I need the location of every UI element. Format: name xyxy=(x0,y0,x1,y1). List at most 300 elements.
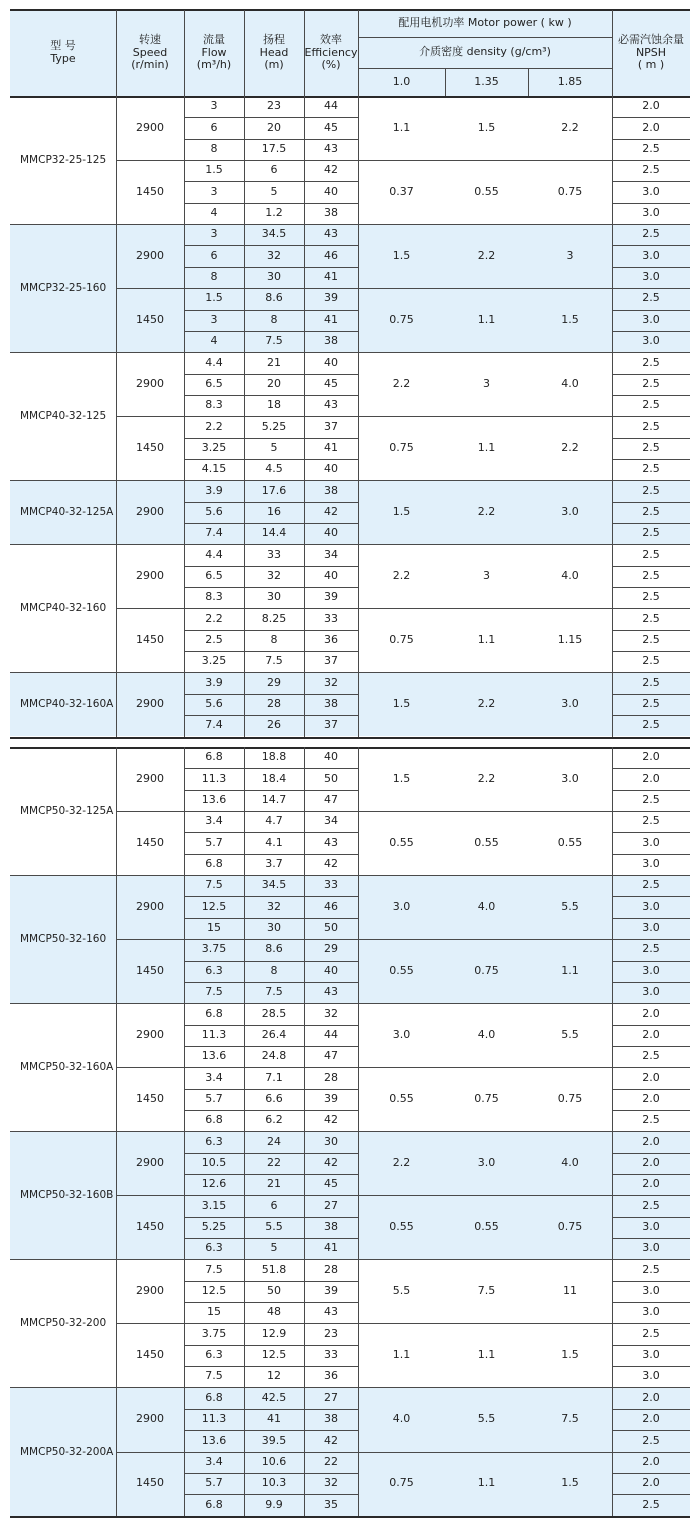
grid-line xyxy=(184,117,358,118)
npsh-value: 3.0 xyxy=(642,857,660,871)
speed-value: 2900 xyxy=(136,505,164,518)
motor-power-1-85: 0.75 xyxy=(557,1220,583,1234)
grid-line xyxy=(612,438,690,439)
grid-line xyxy=(612,651,690,652)
flow-value: 4.15 xyxy=(201,462,227,476)
motor-power-1-0: 0.55 xyxy=(389,835,414,849)
npsh-value: 3.0 xyxy=(642,270,660,284)
head-value: 6 xyxy=(270,1198,278,1212)
efficiency-value: 39 xyxy=(324,1284,338,1298)
npsh-value: 2.5 xyxy=(642,483,660,497)
flow-value: 6 xyxy=(210,248,218,262)
model-name: MMCP32-25-160 xyxy=(20,282,107,295)
grid-line xyxy=(116,747,117,1516)
flow-value: 3.75 xyxy=(201,1326,227,1340)
flow-value: 5.7 xyxy=(205,1476,223,1490)
model-name: MMCP50-32-160B xyxy=(20,1189,114,1202)
grid-line xyxy=(116,1067,690,1068)
efficiency-value: 40 xyxy=(324,750,338,764)
header-efficiency xyxy=(304,10,358,96)
efficiency-value: 45 xyxy=(324,1177,338,1191)
head-value: 7.5 xyxy=(265,985,283,999)
grid-line xyxy=(612,245,690,246)
grid-line xyxy=(184,854,358,855)
head-value: 20 xyxy=(267,120,281,134)
flow-value: 8 xyxy=(210,270,218,284)
flow-value: 3.9 xyxy=(205,483,223,497)
head-value: 12.9 xyxy=(261,1326,287,1340)
grid-line xyxy=(10,1003,690,1004)
efficiency-value: 40 xyxy=(324,355,338,369)
efficiency-value: 39 xyxy=(324,590,338,604)
flow-value: 6.3 xyxy=(205,1241,223,1255)
grid-line xyxy=(184,651,358,652)
flow-value: 5.25 xyxy=(201,1220,227,1234)
flow-value: 5.7 xyxy=(205,1091,223,1105)
efficiency-value: 33 xyxy=(324,1348,338,1362)
efficiency-value: 44 xyxy=(324,1027,338,1041)
npsh-value: 2.5 xyxy=(642,163,660,177)
model-name: MMCP50-32-125A xyxy=(20,805,114,818)
flow-value: 7.5 xyxy=(205,1369,223,1383)
efficiency-value: 43 xyxy=(324,1305,338,1319)
header-flow-cn: 流量 xyxy=(203,33,225,47)
head-value: 8.6 xyxy=(265,291,283,305)
grid-line xyxy=(184,1494,358,1495)
motor-power-1-0: 3.0 xyxy=(392,899,411,913)
efficiency-value: 37 xyxy=(324,419,338,433)
motor-power-1-0: 0.55 xyxy=(389,1091,414,1105)
flow-value: 7.5 xyxy=(205,1262,223,1276)
grid-line xyxy=(244,96,245,737)
speed-value: 1450 xyxy=(136,1220,164,1234)
header-density-2: 1.35 xyxy=(445,68,528,96)
header-flow-en: Flow xyxy=(201,45,227,59)
grid-line xyxy=(612,1494,690,1495)
header-speed-cn: 转速 xyxy=(139,33,161,47)
npsh-value: 2.0 xyxy=(642,1177,660,1191)
flow-value: 7.5 xyxy=(205,985,223,999)
grid-line xyxy=(358,96,359,737)
header-eff-en: Efficiency xyxy=(304,45,358,59)
head-value: 5 xyxy=(270,440,278,454)
speed-value: 1450 xyxy=(136,633,164,647)
grid-line xyxy=(358,747,359,1516)
efficiency-value: 43 xyxy=(324,835,338,849)
head-value: 5 xyxy=(270,1241,278,1255)
efficiency-value: 46 xyxy=(324,248,338,262)
head-value: 18.8 xyxy=(261,750,287,764)
efficiency-value: 40 xyxy=(324,184,338,198)
head-value: 10.6 xyxy=(261,1454,287,1468)
flow-value: 13.6 xyxy=(201,793,227,807)
flow-value: 4.4 xyxy=(205,547,223,561)
efficiency-value: 33 xyxy=(324,611,338,625)
head-value: 18.4 xyxy=(261,771,287,785)
motor-power-1-0: 2.2 xyxy=(392,376,411,390)
efficiency-value: 45 xyxy=(324,376,338,390)
head-value: 21 xyxy=(267,355,281,369)
npsh-value: 3.0 xyxy=(642,899,660,913)
npsh-value: 2.5 xyxy=(642,590,660,604)
npsh-value: 2.5 xyxy=(642,440,660,454)
flow-value: 3.75 xyxy=(201,942,227,956)
motor-power-1-0: 5.5 xyxy=(392,1284,411,1298)
grid-line xyxy=(612,1281,690,1282)
flow-value: 6.8 xyxy=(205,1006,223,1020)
grid-line xyxy=(612,768,690,769)
grid-line xyxy=(612,1046,690,1047)
head-value: 4.1 xyxy=(265,835,283,849)
header-eff-cn: 效率 xyxy=(320,33,342,47)
grid-line xyxy=(612,139,690,140)
model-name: MMCP50-32-160A xyxy=(20,1061,114,1074)
efficiency-value: 23 xyxy=(324,1326,338,1340)
grid-line xyxy=(184,395,358,396)
motor-power-1-35: 2.2 xyxy=(477,771,496,785)
grid-line xyxy=(184,374,358,375)
model-name: MMCP40-32-160A xyxy=(20,698,114,711)
grid-line xyxy=(184,1217,358,1218)
header-speed xyxy=(116,10,184,96)
head-value: 16 xyxy=(267,504,281,518)
motor-power-1-35: 7.5 xyxy=(477,1284,496,1298)
flow-value: 3 xyxy=(210,99,218,113)
grid-line xyxy=(116,811,690,812)
grid-line xyxy=(184,139,358,140)
efficiency-value: 22 xyxy=(324,1454,338,1468)
motor-power-1-0: 4.0 xyxy=(392,1412,411,1426)
head-value: 14.4 xyxy=(261,526,287,540)
flow-value: 3.4 xyxy=(205,1070,223,1084)
header-npsh xyxy=(612,10,690,96)
motor-power-1-0: 0.37 xyxy=(389,184,414,198)
npsh-value: 2.5 xyxy=(642,142,660,156)
grid-line xyxy=(612,117,690,118)
efficiency-value: 47 xyxy=(324,793,338,807)
grid-line xyxy=(612,523,690,524)
motor-power-1-35: 3.0 xyxy=(477,1156,496,1169)
head-value: 32 xyxy=(267,899,281,913)
motor-power-1-85: 3 xyxy=(566,248,574,262)
npsh-value: 2.0 xyxy=(642,750,660,764)
npsh-value: 2.5 xyxy=(642,398,660,412)
grid-line xyxy=(612,715,690,716)
efficiency-value: 37 xyxy=(324,654,338,668)
motor-power-1-0: 0.55 xyxy=(389,1220,414,1234)
motor-power-1-35: 1.1 xyxy=(477,1476,496,1490)
efficiency-value: 32 xyxy=(324,675,338,689)
flow-value: 8 xyxy=(210,142,218,156)
grid-line xyxy=(612,1473,690,1474)
motor-power-1-85: 3.0 xyxy=(561,505,579,518)
model-name: MMCP50-32-160 xyxy=(20,933,107,946)
motor-power-1-35: 0.55 xyxy=(474,184,499,198)
head-value: 6 xyxy=(270,163,278,177)
npsh-value: 2.5 xyxy=(642,291,660,305)
speed-value: 2900 xyxy=(136,771,164,785)
npsh-value: 2.5 xyxy=(642,611,660,625)
flow-value: 12.6 xyxy=(201,1177,227,1191)
grid-line xyxy=(184,438,358,439)
npsh-value: 2.5 xyxy=(642,526,660,540)
efficiency-value: 41 xyxy=(324,440,338,454)
head-value: 5.5 xyxy=(265,1220,283,1234)
flow-value: 10.5 xyxy=(201,1155,227,1169)
head-value: 8 xyxy=(270,633,278,647)
npsh-value: 2.5 xyxy=(642,675,660,689)
header-speed-unit: (r/min) xyxy=(131,58,169,72)
motor-power-1-35: 1.1 xyxy=(477,312,496,326)
npsh-value: 2.0 xyxy=(642,1134,660,1148)
efficiency-value: 43 xyxy=(324,227,338,241)
grid-line xyxy=(184,1174,358,1175)
motor-power-1-85: 1.5 xyxy=(561,1476,579,1490)
motor-power-1-0: 0.75 xyxy=(389,633,414,647)
npsh-value: 3.0 xyxy=(642,1369,660,1383)
grid-line xyxy=(10,544,690,545)
header-motor-power: 配用电机功率 Motor power ( kw ) xyxy=(358,10,612,37)
motor-power-1-85: 1.15 xyxy=(557,633,583,647)
head-value: 22 xyxy=(267,1155,281,1169)
motor-power-1-0: 2.2 xyxy=(392,1156,411,1169)
flow-value: 4 xyxy=(210,206,218,220)
flow-value: 7.4 xyxy=(205,718,223,732)
head-value: 50 xyxy=(267,1284,281,1298)
head-value: 32 xyxy=(267,569,281,583)
grid-line xyxy=(612,96,613,737)
head-value: 10.3 xyxy=(261,1476,287,1490)
npsh-value: 2.5 xyxy=(642,1262,660,1276)
grid-line xyxy=(184,1302,358,1303)
flow-value: 5.6 xyxy=(205,697,223,711)
grid-line xyxy=(612,374,690,375)
header-npsh-cn: 必需汽蚀余量 xyxy=(618,33,684,47)
flow-value: 5.7 xyxy=(205,835,223,849)
head-value: 3.7 xyxy=(265,857,283,871)
header-eff-unit: (%) xyxy=(321,58,341,72)
speed-value: 1450 xyxy=(136,440,164,454)
npsh-value: 3.0 xyxy=(642,206,660,220)
npsh-value: 2.5 xyxy=(642,697,660,711)
motor-power-1-35: 4.0 xyxy=(477,899,496,913)
flow-value: 6.8 xyxy=(205,750,223,764)
npsh-value: 2.5 xyxy=(642,547,660,561)
head-value: 26 xyxy=(267,718,281,732)
flow-value: 5.6 xyxy=(205,504,223,518)
motor-power-1-35: 3 xyxy=(483,376,490,390)
efficiency-value: 29 xyxy=(324,942,338,956)
head-value: 8 xyxy=(270,963,278,977)
grid-line xyxy=(184,96,185,737)
efficiency-value: 32 xyxy=(324,1476,338,1490)
speed-value: 2900 xyxy=(136,697,164,711)
efficiency-value: 42 xyxy=(324,1113,338,1127)
motor-power-1-85: 4.0 xyxy=(561,569,579,583)
grid-line xyxy=(612,961,690,962)
motor-power-1-35: 0.55 xyxy=(474,1220,499,1234)
head-value: 8 xyxy=(270,312,278,326)
npsh-value: 3.0 xyxy=(642,248,660,262)
motor-power-1-35: 0.55 xyxy=(474,835,499,849)
speed-value: 2900 xyxy=(136,1284,164,1298)
flow-value: 8.3 xyxy=(205,590,223,604)
flow-value: 11.3 xyxy=(201,771,227,785)
head-value: 42.5 xyxy=(261,1390,287,1404)
model-name: MMCP40-32-160 xyxy=(20,602,107,615)
grid-line xyxy=(184,203,358,204)
flow-value: 3 xyxy=(210,184,218,198)
grid-line xyxy=(184,715,358,716)
motor-power-1-35: 1.1 xyxy=(477,1348,496,1362)
speed-value: 2900 xyxy=(136,376,164,390)
flow-value: 6 xyxy=(210,120,218,134)
grid-line xyxy=(10,747,690,749)
motor-power-1-85: 7.5 xyxy=(561,1412,579,1426)
header-head-cn: 扬程 xyxy=(263,33,285,47)
motor-power-1-85: 3.0 xyxy=(561,771,579,785)
npsh-value: 2.5 xyxy=(642,1497,660,1511)
head-value: 28 xyxy=(267,697,281,711)
flow-value: 2.5 xyxy=(205,633,223,647)
efficiency-value: 33 xyxy=(324,878,338,892)
motor-power-1-35: 1.5 xyxy=(477,120,496,134)
motor-power-1-85: 1.5 xyxy=(561,1348,579,1362)
motor-power-1-0: 3.0 xyxy=(392,1027,411,1041)
grid-line xyxy=(612,310,690,311)
head-value: 41 xyxy=(267,1412,281,1426)
head-value: 7.5 xyxy=(265,334,283,348)
grid-line xyxy=(612,790,690,791)
grid-line xyxy=(184,1046,358,1047)
header-flow-unit: (m³/h) xyxy=(196,58,232,72)
motor-power-1-85: 0.75 xyxy=(557,184,583,198)
efficiency-value: 34 xyxy=(324,547,338,561)
head-value: 12 xyxy=(267,1369,281,1383)
grid-line xyxy=(10,1516,690,1518)
head-value: 51.8 xyxy=(261,1262,287,1276)
grid-line xyxy=(612,896,690,897)
grid-line xyxy=(184,694,358,695)
grid-line xyxy=(612,747,613,1516)
motor-power-1-35: 0.75 xyxy=(474,1091,499,1105)
flow-value: 6.8 xyxy=(205,857,223,871)
grid-line xyxy=(184,1345,358,1346)
grid-line xyxy=(244,747,245,1516)
grid-line xyxy=(184,790,358,791)
grid-line xyxy=(116,1323,690,1324)
speed-value: 1450 xyxy=(136,1091,164,1105)
grid-line xyxy=(10,352,690,353)
npsh-value: 2.5 xyxy=(642,1198,660,1212)
efficiency-value: 34 xyxy=(324,814,338,828)
motor-power-1-85: 5.5 xyxy=(561,899,579,913)
motor-power-1-0: 0.75 xyxy=(389,440,414,454)
efficiency-value: 30 xyxy=(324,1134,338,1148)
grid-line xyxy=(612,1217,690,1218)
grid-line xyxy=(116,1452,690,1453)
motor-power-1-85: 0.55 xyxy=(557,835,583,849)
efficiency-value: 42 xyxy=(324,1155,338,1169)
grid-line xyxy=(184,747,185,1516)
grid-line xyxy=(612,918,690,919)
motor-power-1-0: 0.75 xyxy=(389,1476,414,1490)
header-head xyxy=(244,10,304,96)
grid-line xyxy=(184,459,358,460)
grid-line xyxy=(612,1025,690,1026)
grid-line xyxy=(116,939,690,940)
header-flow xyxy=(184,10,244,96)
efficiency-value: 38 xyxy=(324,483,338,497)
motor-power-1-85: 2.2 xyxy=(561,120,579,134)
head-value: 4.7 xyxy=(265,814,283,828)
grid-line xyxy=(116,416,690,417)
grid-line xyxy=(184,1110,358,1111)
head-value: 34.5 xyxy=(261,227,287,241)
grid-line xyxy=(10,1131,690,1132)
grid-line xyxy=(612,267,690,268)
motor-power-1-0: 1.5 xyxy=(392,771,411,785)
speed-value: 2900 xyxy=(136,120,164,134)
head-value: 6.6 xyxy=(265,1091,283,1105)
efficiency-value: 40 xyxy=(324,526,338,540)
npsh-value: 2.0 xyxy=(642,1476,660,1490)
npsh-value: 3.0 xyxy=(642,334,660,348)
grid-line xyxy=(612,502,690,503)
motor-power-1-85: 4.0 xyxy=(561,376,579,390)
npsh-value: 3.0 xyxy=(642,184,660,198)
speed-value: 2900 xyxy=(136,248,164,262)
flow-value: 6.3 xyxy=(205,1348,223,1362)
grid-line xyxy=(184,1281,358,1282)
head-value: 7.1 xyxy=(265,1070,283,1084)
grid-line xyxy=(184,982,358,983)
flow-value: 7.4 xyxy=(205,526,223,540)
head-value: 12.5 xyxy=(261,1348,287,1362)
npsh-value: 3.0 xyxy=(642,1241,660,1255)
flow-value: 6.8 xyxy=(205,1390,223,1404)
efficiency-value: 45 xyxy=(324,120,338,134)
npsh-value: 2.0 xyxy=(642,120,660,134)
efficiency-value: 37 xyxy=(324,718,338,732)
motor-power-1-35: 1.1 xyxy=(477,440,496,454)
header-npsh-en: NPSH xyxy=(635,45,667,59)
flow-value: 12.5 xyxy=(201,1284,227,1298)
npsh-value: 2.5 xyxy=(642,355,660,369)
head-value: 8.25 xyxy=(261,611,287,625)
flow-value: 3 xyxy=(210,227,218,241)
npsh-value: 2.5 xyxy=(642,1433,660,1447)
head-value: 17.6 xyxy=(261,483,287,497)
motor-power-1-85: 2.2 xyxy=(561,440,579,454)
grid-line xyxy=(184,181,358,182)
head-value: 30 xyxy=(267,921,281,935)
grid-line xyxy=(10,224,690,225)
npsh-value: 2.0 xyxy=(642,1006,660,1020)
motor-power-1-0: 0.75 xyxy=(389,312,414,326)
grid-line xyxy=(612,587,690,588)
head-value: 4.5 xyxy=(265,462,283,476)
speed-value: 2900 xyxy=(136,1412,164,1426)
npsh-value: 2.5 xyxy=(642,942,660,956)
motor-power-1-0: 1.5 xyxy=(392,248,411,262)
grid-line xyxy=(10,1387,690,1388)
flow-value: 7.5 xyxy=(205,878,223,892)
efficiency-value: 42 xyxy=(324,857,338,871)
grid-line xyxy=(612,1345,690,1346)
flow-value: 1.5 xyxy=(205,163,223,177)
npsh-value: 2.0 xyxy=(642,1155,660,1169)
